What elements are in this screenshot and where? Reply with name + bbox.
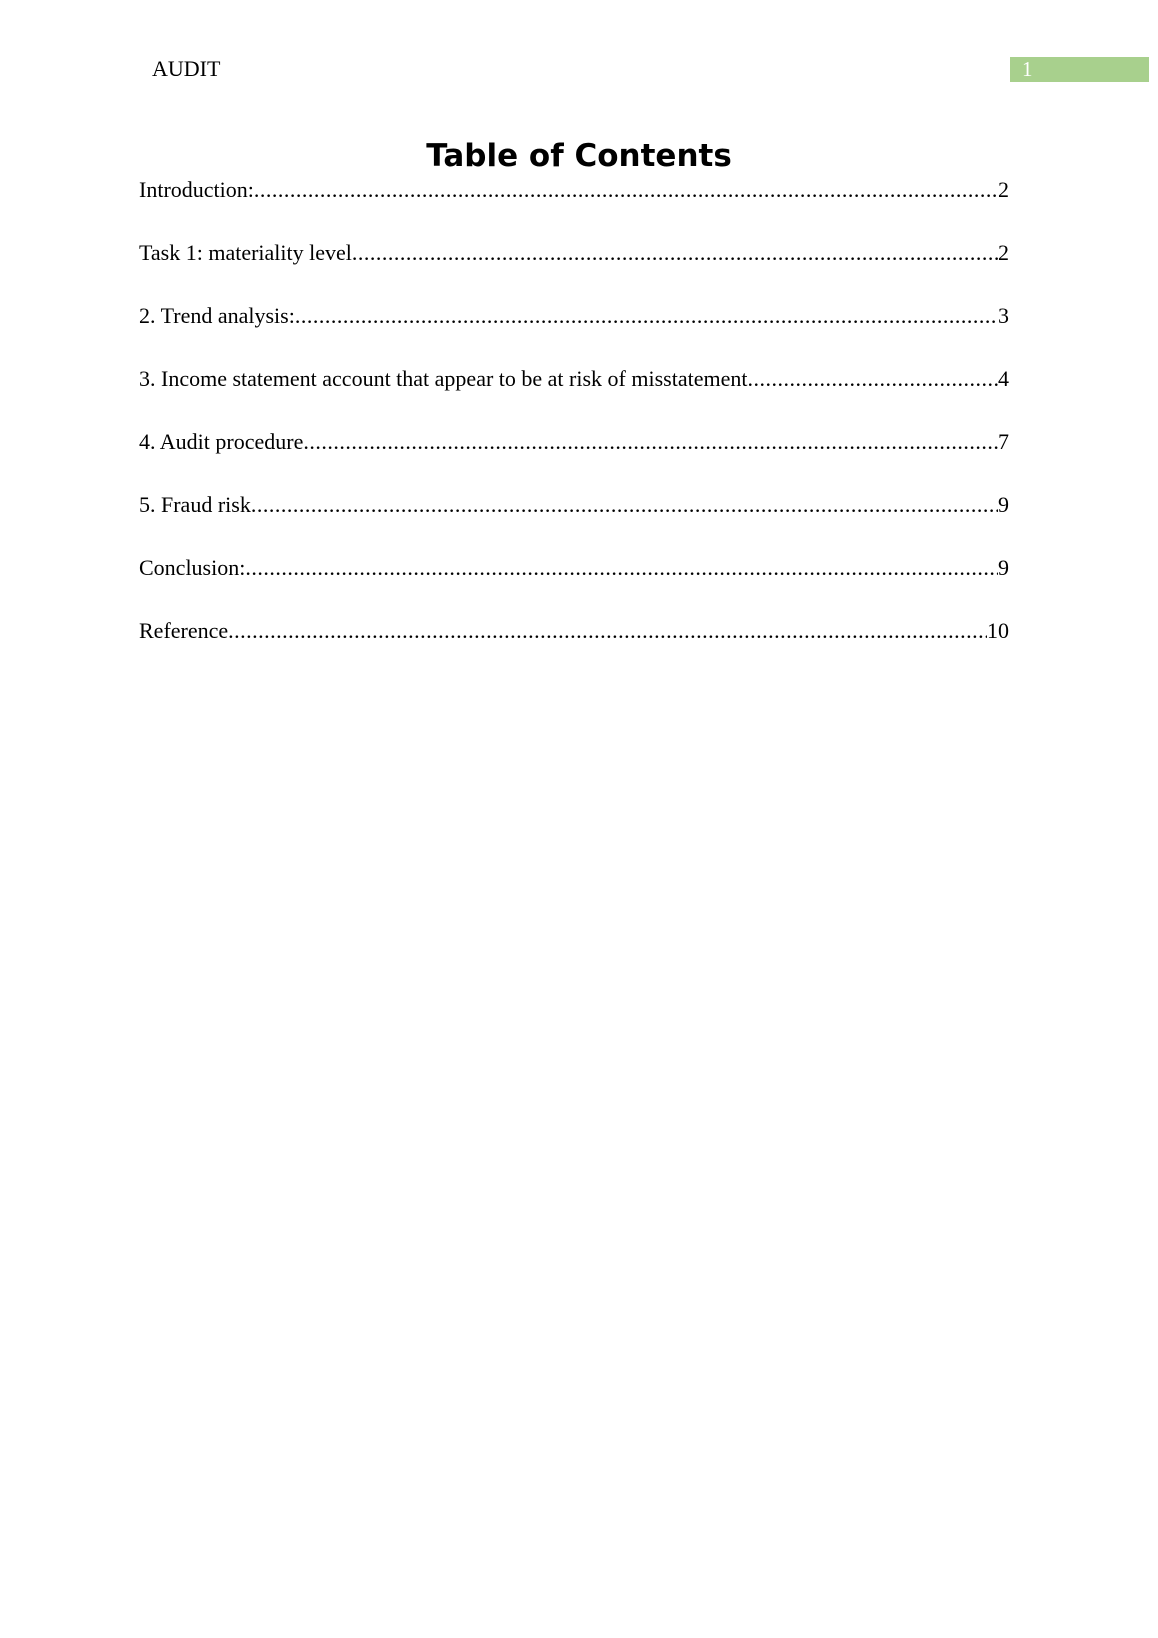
toc-entry-page: 7	[998, 429, 1009, 454]
toc-entry-page: 3	[998, 303, 1009, 328]
toc-title: Table of Contents	[426, 138, 732, 174]
toc-entry-label: 2. Trend analysis:	[139, 303, 295, 328]
toc-entry-label: 4. Audit procedure	[139, 429, 304, 454]
toc-entry-page: 4	[998, 366, 1009, 391]
toc-dot-leader	[295, 302, 998, 330]
toc-entry-page: 9	[998, 555, 1009, 580]
toc-entry-label: Introduction:	[139, 177, 254, 202]
toc-list	[139, 176, 1009, 680]
toc-dot-leader	[352, 239, 998, 267]
toc-dot-leader	[245, 554, 998, 582]
toc-entry-page: 2	[998, 177, 1009, 202]
toc-entry-page: 10	[987, 618, 1009, 643]
toc-entry-fraud-risk[interactable]	[139, 491, 1009, 554]
toc-entry-label: Task 1: materiality level	[139, 240, 352, 265]
toc-dot-leader	[747, 365, 998, 393]
toc-entry-audit-procedure[interactable]	[139, 428, 1009, 491]
toc-entry-page: 9	[998, 492, 1009, 517]
toc-entry-conclusion[interactable]	[139, 554, 1009, 617]
toc-entry-label: Conclusion:	[139, 555, 246, 580]
page-number: 1	[1022, 57, 1033, 81]
toc-dot-leader	[303, 428, 998, 456]
toc-entry-label: Reference	[139, 618, 229, 643]
toc-entry-introduction[interactable]	[139, 176, 1009, 239]
toc-entry-income-statement[interactable]	[139, 365, 1009, 428]
toc-entry-label: 5. Fraud risk	[139, 492, 251, 517]
toc-dot-leader	[254, 176, 998, 204]
toc-entry-page: 2	[998, 240, 1009, 265]
toc-entry-reference[interactable]	[139, 617, 1009, 680]
toc-entry-trend-analysis[interactable]	[139, 302, 1009, 365]
toc-dot-leader	[228, 617, 987, 645]
toc-entry-materiality[interactable]	[139, 239, 1009, 302]
toc-entry-label: 3. Income statement account that appear to be at risk of misstatement	[139, 366, 748, 391]
running-header-title: AUDIT	[152, 56, 221, 81]
toc-dot-leader	[251, 491, 998, 519]
